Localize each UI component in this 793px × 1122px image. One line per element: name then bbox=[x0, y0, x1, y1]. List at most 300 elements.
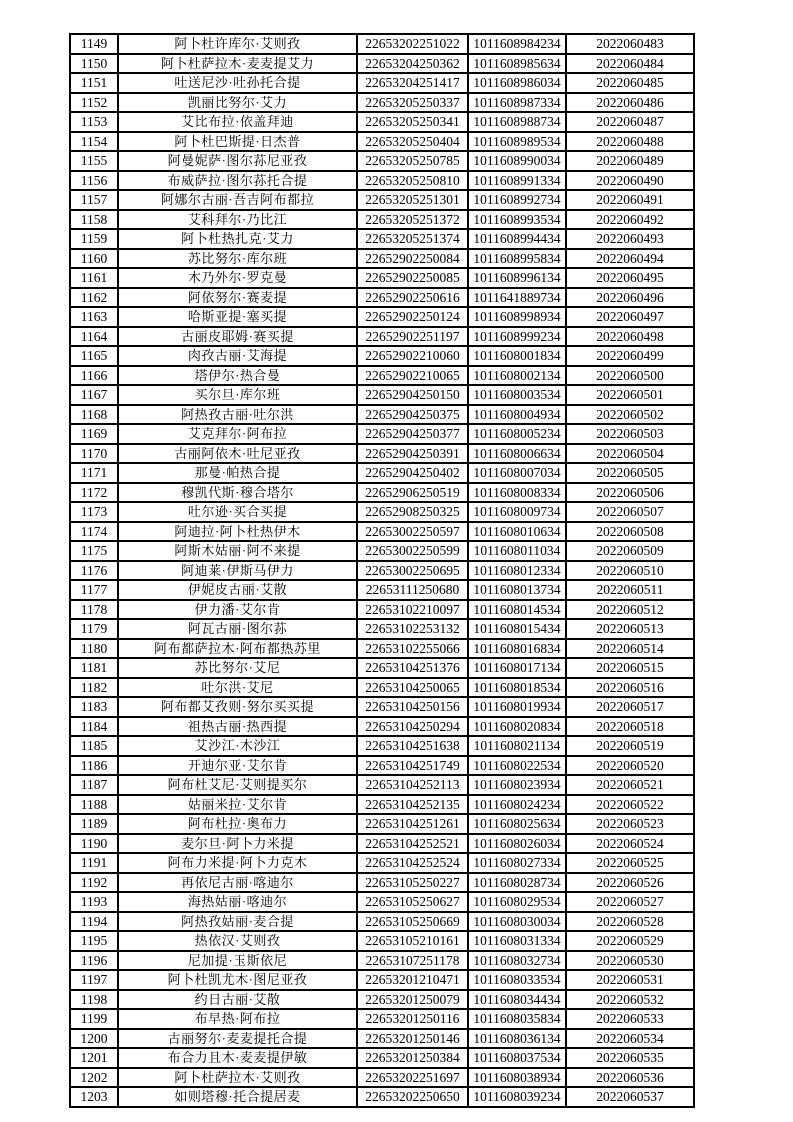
record-code-cell: 1011608018534 bbox=[468, 678, 566, 698]
certificate-number-cell: 2022060531 bbox=[566, 970, 694, 990]
person-name-cell: 如则塔穆·托合提居麦 bbox=[118, 1087, 357, 1107]
exam-code-cell: 22652902210060 bbox=[357, 346, 468, 366]
table-row bbox=[70, 385, 694, 405]
record-code-cell: 1011608994434 bbox=[468, 229, 566, 249]
certificate-number-cell: 2022060527 bbox=[566, 892, 694, 912]
serial-number-cell: 1164 bbox=[70, 327, 118, 347]
table-row bbox=[70, 522, 694, 542]
record-code-cell: 1011608030034 bbox=[468, 912, 566, 932]
person-name-cell: 阿曼妮萨·图尔荪尼亚孜 bbox=[118, 151, 357, 171]
record-code-cell: 1011608998934 bbox=[468, 307, 566, 327]
serial-number-cell: 1183 bbox=[70, 697, 118, 717]
table-row bbox=[70, 366, 694, 386]
person-name-cell: 海热姑丽·喀迪尔 bbox=[118, 892, 357, 912]
exam-code-cell: 22653111250680 bbox=[357, 580, 468, 600]
person-name-cell: 阿卜杜萨拉木·麦麦提艾力 bbox=[118, 54, 357, 74]
exam-code-cell: 22653002250695 bbox=[357, 561, 468, 581]
record-code-cell: 1011608001834 bbox=[468, 346, 566, 366]
person-name-cell: 布威萨拉·图尔荪托合提 bbox=[118, 171, 357, 191]
person-name-cell: 吐尔洪·艾尼 bbox=[118, 678, 357, 698]
record-code-cell: 1011608989534 bbox=[468, 132, 566, 152]
serial-number-cell: 1182 bbox=[70, 678, 118, 698]
person-name-cell: 阿热孜姑丽·麦合提 bbox=[118, 912, 357, 932]
person-name-cell: 再依尼古丽·喀迪尔 bbox=[118, 873, 357, 893]
certificate-number-cell: 2022060497 bbox=[566, 307, 694, 327]
certificate-number-cell: 2022060484 bbox=[566, 54, 694, 74]
exam-code-cell: 22653104252524 bbox=[357, 853, 468, 873]
serial-number-cell: 1176 bbox=[70, 561, 118, 581]
person-name-cell: 阿迪莱·伊斯马伊力 bbox=[118, 561, 357, 581]
table-row bbox=[70, 327, 694, 347]
table-row bbox=[70, 853, 694, 873]
person-name-cell: 阿瓦古丽·图尔荪 bbox=[118, 619, 357, 639]
certificate-number-cell: 2022060518 bbox=[566, 717, 694, 737]
exam-code-cell: 22653205250404 bbox=[357, 132, 468, 152]
exam-code-cell: 22653205250341 bbox=[357, 112, 468, 132]
table-row bbox=[70, 814, 694, 834]
exam-code-cell: 22653201250146 bbox=[357, 1029, 468, 1049]
exam-code-cell: 22653204250362 bbox=[357, 54, 468, 74]
record-code-cell: 1011608988734 bbox=[468, 112, 566, 132]
table-row bbox=[70, 931, 694, 951]
person-name-cell: 尼加提·玉斯依尼 bbox=[118, 951, 357, 971]
exam-code-cell: 22652902210065 bbox=[357, 366, 468, 386]
exam-code-cell: 22652904250377 bbox=[357, 424, 468, 444]
serial-number-cell: 1171 bbox=[70, 463, 118, 483]
certificate-number-cell: 2022060529 bbox=[566, 931, 694, 951]
table-row bbox=[70, 268, 694, 288]
person-name-cell: 阿迪拉·阿卜杜热伊木 bbox=[118, 522, 357, 542]
person-name-cell: 肉孜古丽·艾海提 bbox=[118, 346, 357, 366]
certificate-number-cell: 2022060493 bbox=[566, 229, 694, 249]
person-name-cell: 古丽努尔·麦麦提托合提 bbox=[118, 1029, 357, 1049]
table-row bbox=[70, 502, 694, 522]
certificate-number-cell: 2022060498 bbox=[566, 327, 694, 347]
table-row bbox=[70, 756, 694, 776]
table-row bbox=[70, 736, 694, 756]
person-name-cell: 阿卜杜热扎克·艾力 bbox=[118, 229, 357, 249]
exam-code-cell: 22653105210161 bbox=[357, 931, 468, 951]
record-code-cell: 1011608013734 bbox=[468, 580, 566, 600]
person-name-cell: 吐尔逊·买合买提 bbox=[118, 502, 357, 522]
table-row bbox=[70, 873, 694, 893]
table-row bbox=[70, 990, 694, 1010]
person-name-cell: 布早热·阿布拉 bbox=[118, 1009, 357, 1029]
record-code-cell: 1011608007034 bbox=[468, 463, 566, 483]
person-name-cell: 阿卜杜巴斯提·日杰普 bbox=[118, 132, 357, 152]
certificate-number-cell: 2022060525 bbox=[566, 853, 694, 873]
exam-code-cell: 22653104252521 bbox=[357, 834, 468, 854]
serial-number-cell: 1168 bbox=[70, 405, 118, 425]
record-code-cell: 1011608034434 bbox=[468, 990, 566, 1010]
serial-number-cell: 1184 bbox=[70, 717, 118, 737]
record-code-cell: 1011608996134 bbox=[468, 268, 566, 288]
serial-number-cell: 1196 bbox=[70, 951, 118, 971]
serial-number-cell: 1189 bbox=[70, 814, 118, 834]
certificate-number-cell: 2022060515 bbox=[566, 658, 694, 678]
record-code-cell: 1011608019934 bbox=[468, 697, 566, 717]
certificate-number-cell: 2022060509 bbox=[566, 541, 694, 561]
certificate-number-cell: 2022060500 bbox=[566, 366, 694, 386]
exam-code-cell: 22653107251178 bbox=[357, 951, 468, 971]
exam-code-cell: 22653105250669 bbox=[357, 912, 468, 932]
certificate-number-cell: 2022060520 bbox=[566, 756, 694, 776]
person-name-cell: 凯丽比努尔·艾力 bbox=[118, 93, 357, 113]
certificate-number-cell: 2022060523 bbox=[566, 814, 694, 834]
person-name-cell: 阿依努尔·赛麦提 bbox=[118, 288, 357, 308]
certificate-number-cell: 2022060536 bbox=[566, 1068, 694, 1088]
table-row bbox=[70, 424, 694, 444]
record-code-cell: 1011608026034 bbox=[468, 834, 566, 854]
exam-code-cell: 22653104250294 bbox=[357, 717, 468, 737]
exam-code-cell: 22653105250627 bbox=[357, 892, 468, 912]
exam-code-cell: 22653102253132 bbox=[357, 619, 468, 639]
serial-number-cell: 1157 bbox=[70, 190, 118, 210]
person-name-cell: 穆凯代斯·穆合塔尔 bbox=[118, 483, 357, 503]
record-code-cell: 1011608028734 bbox=[468, 873, 566, 893]
record-code-cell: 1011608990034 bbox=[468, 151, 566, 171]
table-row bbox=[70, 249, 694, 269]
table-row bbox=[70, 151, 694, 171]
certificate-number-cell: 2022060516 bbox=[566, 678, 694, 698]
table-row bbox=[70, 834, 694, 854]
record-code-cell: 1011608038934 bbox=[468, 1068, 566, 1088]
record-code-cell: 1011608008334 bbox=[468, 483, 566, 503]
certificate-number-cell: 2022060499 bbox=[566, 346, 694, 366]
table-row bbox=[70, 912, 694, 932]
serial-number-cell: 1160 bbox=[70, 249, 118, 269]
table-row bbox=[70, 229, 694, 249]
certificate-number-cell: 2022060504 bbox=[566, 444, 694, 464]
record-code-cell: 1011608017134 bbox=[468, 658, 566, 678]
table-row bbox=[70, 483, 694, 503]
serial-number-cell: 1158 bbox=[70, 210, 118, 230]
certificate-number-cell: 2022060537 bbox=[566, 1087, 694, 1107]
person-name-cell: 吐送尼沙·吐孙托合提 bbox=[118, 73, 357, 93]
serial-number-cell: 1152 bbox=[70, 93, 118, 113]
record-code-cell: 1011608037534 bbox=[468, 1048, 566, 1068]
certificate-number-cell: 2022060521 bbox=[566, 775, 694, 795]
table-row bbox=[70, 619, 694, 639]
record-code-cell: 1011608011034 bbox=[468, 541, 566, 561]
person-name-cell: 阿卜杜萨拉木·艾则孜 bbox=[118, 1068, 357, 1088]
table-row bbox=[70, 697, 694, 717]
record-code-cell: 1011608022534 bbox=[468, 756, 566, 776]
serial-number-cell: 1191 bbox=[70, 853, 118, 873]
table-row bbox=[70, 1068, 694, 1088]
exam-code-cell: 22652902250124 bbox=[357, 307, 468, 327]
serial-number-cell: 1170 bbox=[70, 444, 118, 464]
table-row bbox=[70, 210, 694, 230]
record-code-cell: 1011608014534 bbox=[468, 600, 566, 620]
record-code-cell: 1011608009734 bbox=[468, 502, 566, 522]
serial-number-cell: 1200 bbox=[70, 1029, 118, 1049]
table-row bbox=[70, 1048, 694, 1068]
exam-code-cell: 22653205251372 bbox=[357, 210, 468, 230]
table-row bbox=[70, 600, 694, 620]
person-name-cell: 阿布杜拉·奥布力 bbox=[118, 814, 357, 834]
person-name-cell: 伊妮皮古丽·艾散 bbox=[118, 580, 357, 600]
serial-number-cell: 1172 bbox=[70, 483, 118, 503]
serial-number-cell: 1181 bbox=[70, 658, 118, 678]
serial-number-cell: 1193 bbox=[70, 892, 118, 912]
person-name-cell: 艾科拜尔·乃比江 bbox=[118, 210, 357, 230]
record-code-cell: 1011608002134 bbox=[468, 366, 566, 386]
record-code-cell: 1011608987334 bbox=[468, 93, 566, 113]
exam-code-cell: 22652904250391 bbox=[357, 444, 468, 464]
record-code-cell: 1011641889734 bbox=[468, 288, 566, 308]
certificate-number-cell: 2022060519 bbox=[566, 736, 694, 756]
record-code-cell: 1011608986034 bbox=[468, 73, 566, 93]
serial-number-cell: 1162 bbox=[70, 288, 118, 308]
table-row bbox=[70, 463, 694, 483]
exam-code-cell: 22653105250227 bbox=[357, 873, 468, 893]
exam-code-cell: 22653104251638 bbox=[357, 736, 468, 756]
person-name-cell: 哈斯亚提·塞买提 bbox=[118, 307, 357, 327]
certificate-number-cell: 2022060485 bbox=[566, 73, 694, 93]
exam-code-cell: 22653102255066 bbox=[357, 639, 468, 659]
person-name-cell: 阿布都艾孜则·努尔买买提 bbox=[118, 697, 357, 717]
person-name-cell: 阿卜杜许库尔·艾则孜 bbox=[118, 34, 357, 54]
exam-code-cell: 22653201210471 bbox=[357, 970, 468, 990]
table-row bbox=[70, 775, 694, 795]
record-code-cell: 1011608027334 bbox=[468, 853, 566, 873]
table-row bbox=[70, 795, 694, 815]
serial-number-cell: 1166 bbox=[70, 366, 118, 386]
table-row bbox=[70, 561, 694, 581]
table-row bbox=[70, 307, 694, 327]
exam-code-cell: 22652902251197 bbox=[357, 327, 468, 347]
certificate-number-cell: 2022060533 bbox=[566, 1009, 694, 1029]
table-row bbox=[70, 34, 694, 54]
exam-code-cell: 22653202250650 bbox=[357, 1087, 468, 1107]
exam-code-cell: 22653102210097 bbox=[357, 600, 468, 620]
serial-number-cell: 1151 bbox=[70, 73, 118, 93]
record-code-cell: 1011608995834 bbox=[468, 249, 566, 269]
serial-number-cell: 1154 bbox=[70, 132, 118, 152]
serial-number-cell: 1190 bbox=[70, 834, 118, 854]
serial-number-cell: 1195 bbox=[70, 931, 118, 951]
record-code-cell: 1011608012334 bbox=[468, 561, 566, 581]
record-code-cell: 1011608025634 bbox=[468, 814, 566, 834]
serial-number-cell: 1169 bbox=[70, 424, 118, 444]
person-name-cell: 麦尔旦·阿卜力米提 bbox=[118, 834, 357, 854]
record-code-cell: 1011608024234 bbox=[468, 795, 566, 815]
table-row bbox=[70, 405, 694, 425]
record-code-cell: 1011608010634 bbox=[468, 522, 566, 542]
serial-number-cell: 1199 bbox=[70, 1009, 118, 1029]
certificate-number-cell: 2022060507 bbox=[566, 502, 694, 522]
exam-code-cell: 22653104250156 bbox=[357, 697, 468, 717]
table-row bbox=[70, 580, 694, 600]
exam-code-cell: 22653002250599 bbox=[357, 541, 468, 561]
record-code-cell: 1011608031334 bbox=[468, 931, 566, 951]
certificate-number-cell: 2022060491 bbox=[566, 190, 694, 210]
person-name-cell: 伊力潘·艾尔肯 bbox=[118, 600, 357, 620]
table-row bbox=[70, 1029, 694, 1049]
exam-code-cell: 22653204251417 bbox=[357, 73, 468, 93]
serial-number-cell: 1177 bbox=[70, 580, 118, 600]
exam-code-cell: 22653205251301 bbox=[357, 190, 468, 210]
serial-number-cell: 1153 bbox=[70, 112, 118, 132]
person-name-cell: 姑丽米拉·艾尔肯 bbox=[118, 795, 357, 815]
exam-code-cell: 22652908250325 bbox=[357, 502, 468, 522]
table-row bbox=[70, 639, 694, 659]
table-row bbox=[70, 346, 694, 366]
table-row bbox=[70, 112, 694, 132]
serial-number-cell: 1167 bbox=[70, 385, 118, 405]
serial-number-cell: 1165 bbox=[70, 346, 118, 366]
person-name-cell: 古丽阿依木·吐尼亚孜 bbox=[118, 444, 357, 464]
exam-code-cell: 22653104251261 bbox=[357, 814, 468, 834]
person-name-cell: 阿卜杜凯尤木·图尼亚孜 bbox=[118, 970, 357, 990]
record-code-cell: 1011608016834 bbox=[468, 639, 566, 659]
serial-number-cell: 1187 bbox=[70, 775, 118, 795]
table-row bbox=[70, 658, 694, 678]
person-name-cell: 阿斯木姑丽·阿不来提 bbox=[118, 541, 357, 561]
exam-code-cell: 22653201250384 bbox=[357, 1048, 468, 1068]
record-code-cell: 1011608033534 bbox=[468, 970, 566, 990]
serial-number-cell: 1198 bbox=[70, 990, 118, 1010]
exam-code-cell: 22652902250085 bbox=[357, 268, 468, 288]
person-name-cell: 阿布力米提·阿卜力克木 bbox=[118, 853, 357, 873]
person-name-cell: 艾比布拉·依盖拜迪 bbox=[118, 112, 357, 132]
serial-number-cell: 1174 bbox=[70, 522, 118, 542]
serial-number-cell: 1149 bbox=[70, 34, 118, 54]
exam-code-cell: 22653205251374 bbox=[357, 229, 468, 249]
certificate-number-cell: 2022060514 bbox=[566, 639, 694, 659]
record-code-cell: 1011608006634 bbox=[468, 444, 566, 464]
exam-code-cell: 22653202251697 bbox=[357, 1068, 468, 1088]
certificate-number-cell: 2022060503 bbox=[566, 424, 694, 444]
serial-number-cell: 1163 bbox=[70, 307, 118, 327]
record-code-cell: 1011608020834 bbox=[468, 717, 566, 737]
serial-number-cell: 1192 bbox=[70, 873, 118, 893]
certificate-number-cell: 2022060530 bbox=[566, 951, 694, 971]
certificate-number-cell: 2022060490 bbox=[566, 171, 694, 191]
exam-code-cell: 22653205250785 bbox=[357, 151, 468, 171]
record-code-cell: 1011608992734 bbox=[468, 190, 566, 210]
table-row bbox=[70, 970, 694, 990]
certificate-number-cell: 2022060513 bbox=[566, 619, 694, 639]
serial-number-cell: 1179 bbox=[70, 619, 118, 639]
record-code-cell: 1011608021134 bbox=[468, 736, 566, 756]
certificate-number-cell: 2022060517 bbox=[566, 697, 694, 717]
record-code-cell: 1011608023934 bbox=[468, 775, 566, 795]
table-row bbox=[70, 93, 694, 113]
record-code-cell: 1011608993534 bbox=[468, 210, 566, 230]
record-code-cell: 1011608999234 bbox=[468, 327, 566, 347]
certificate-number-cell: 2022060488 bbox=[566, 132, 694, 152]
serial-number-cell: 1175 bbox=[70, 541, 118, 561]
certificate-number-cell: 2022060506 bbox=[566, 483, 694, 503]
serial-number-cell: 1180 bbox=[70, 639, 118, 659]
serial-number-cell: 1150 bbox=[70, 54, 118, 74]
person-name-cell: 阿布杜艾尼·艾则提买尔 bbox=[118, 775, 357, 795]
exam-code-cell: 22652904250402 bbox=[357, 463, 468, 483]
certificate-number-cell: 2022060492 bbox=[566, 210, 694, 230]
person-name-cell: 热依汉·艾则孜 bbox=[118, 931, 357, 951]
certificate-number-cell: 2022060489 bbox=[566, 151, 694, 171]
certificate-number-cell: 2022060534 bbox=[566, 1029, 694, 1049]
certificate-number-cell: 2022060496 bbox=[566, 288, 694, 308]
person-name-cell: 艾克拜尔·阿布拉 bbox=[118, 424, 357, 444]
exam-code-cell: 22653104251376 bbox=[357, 658, 468, 678]
person-name-cell: 买尔旦·库尔班 bbox=[118, 385, 357, 405]
exam-code-cell: 22652904250375 bbox=[357, 405, 468, 425]
certificate-number-cell: 2022060528 bbox=[566, 912, 694, 932]
exam-code-cell: 22652906250519 bbox=[357, 483, 468, 503]
certificate-number-cell: 2022060524 bbox=[566, 834, 694, 854]
table-row bbox=[70, 54, 694, 74]
record-code-cell: 1011608991334 bbox=[468, 171, 566, 191]
record-code-cell: 1011608029534 bbox=[468, 892, 566, 912]
record-code-cell: 1011608032734 bbox=[468, 951, 566, 971]
person-name-cell: 木乃外尔·罗克曼 bbox=[118, 268, 357, 288]
person-name-cell: 那曼·帕热合提 bbox=[118, 463, 357, 483]
exam-code-cell: 22653201250116 bbox=[357, 1009, 468, 1029]
serial-number-cell: 1159 bbox=[70, 229, 118, 249]
person-name-cell: 阿娜尔古丽·吾吉阿布都拉 bbox=[118, 190, 357, 210]
serial-number-cell: 1185 bbox=[70, 736, 118, 756]
serial-number-cell: 1201 bbox=[70, 1048, 118, 1068]
table-row bbox=[70, 892, 694, 912]
table-row bbox=[70, 171, 694, 191]
serial-number-cell: 1188 bbox=[70, 795, 118, 815]
serial-number-cell: 1161 bbox=[70, 268, 118, 288]
person-name-cell: 祖热古丽·热西提 bbox=[118, 717, 357, 737]
record-code-cell: 1011608035834 bbox=[468, 1009, 566, 1029]
table-row bbox=[70, 444, 694, 464]
certificate-number-cell: 2022060494 bbox=[566, 249, 694, 269]
exam-code-cell: 22653104251749 bbox=[357, 756, 468, 776]
table-row bbox=[70, 678, 694, 698]
table-row bbox=[70, 288, 694, 308]
person-name-cell: 布合力且木·麦麦提伊敏 bbox=[118, 1048, 357, 1068]
person-name-cell: 阿热孜古丽·吐尔洪 bbox=[118, 405, 357, 425]
exam-code-cell: 22652904250150 bbox=[357, 385, 468, 405]
record-code-cell: 1011608984234 bbox=[468, 34, 566, 54]
certificate-number-cell: 2022060508 bbox=[566, 522, 694, 542]
exam-code-cell: 22653002250597 bbox=[357, 522, 468, 542]
certificate-number-cell: 2022060532 bbox=[566, 990, 694, 1010]
record-code-cell: 1011608003534 bbox=[468, 385, 566, 405]
person-name-cell: 阿布都萨拉木·阿布都热苏里 bbox=[118, 639, 357, 659]
record-code-cell: 1011608004934 bbox=[468, 405, 566, 425]
serial-number-cell: 1203 bbox=[70, 1087, 118, 1107]
table-row bbox=[70, 717, 694, 737]
person-name-cell: 约日古丽·艾散 bbox=[118, 990, 357, 1010]
certificate-number-cell: 2022060535 bbox=[566, 1048, 694, 1068]
person-name-cell: 苏比努尔·艾尼 bbox=[118, 658, 357, 678]
serial-number-cell: 1155 bbox=[70, 151, 118, 171]
exam-code-cell: 22653205250810 bbox=[357, 171, 468, 191]
table-row bbox=[70, 541, 694, 561]
table-row bbox=[70, 1009, 694, 1029]
certificate-number-cell: 2022060505 bbox=[566, 463, 694, 483]
table-row bbox=[70, 132, 694, 152]
person-name-cell: 古丽皮耶姆·赛买提 bbox=[118, 327, 357, 347]
serial-number-cell: 1186 bbox=[70, 756, 118, 776]
record-code-cell: 1011608036134 bbox=[468, 1029, 566, 1049]
exam-code-cell: 22653104252135 bbox=[357, 795, 468, 815]
person-name-cell: 苏比努尔·库尔班 bbox=[118, 249, 357, 269]
certificate-number-cell: 2022060495 bbox=[566, 268, 694, 288]
record-code-cell: 1011608005234 bbox=[468, 424, 566, 444]
table-row bbox=[70, 1087, 694, 1107]
exam-code-cell: 22652902250084 bbox=[357, 249, 468, 269]
exam-code-cell: 22653104252113 bbox=[357, 775, 468, 795]
